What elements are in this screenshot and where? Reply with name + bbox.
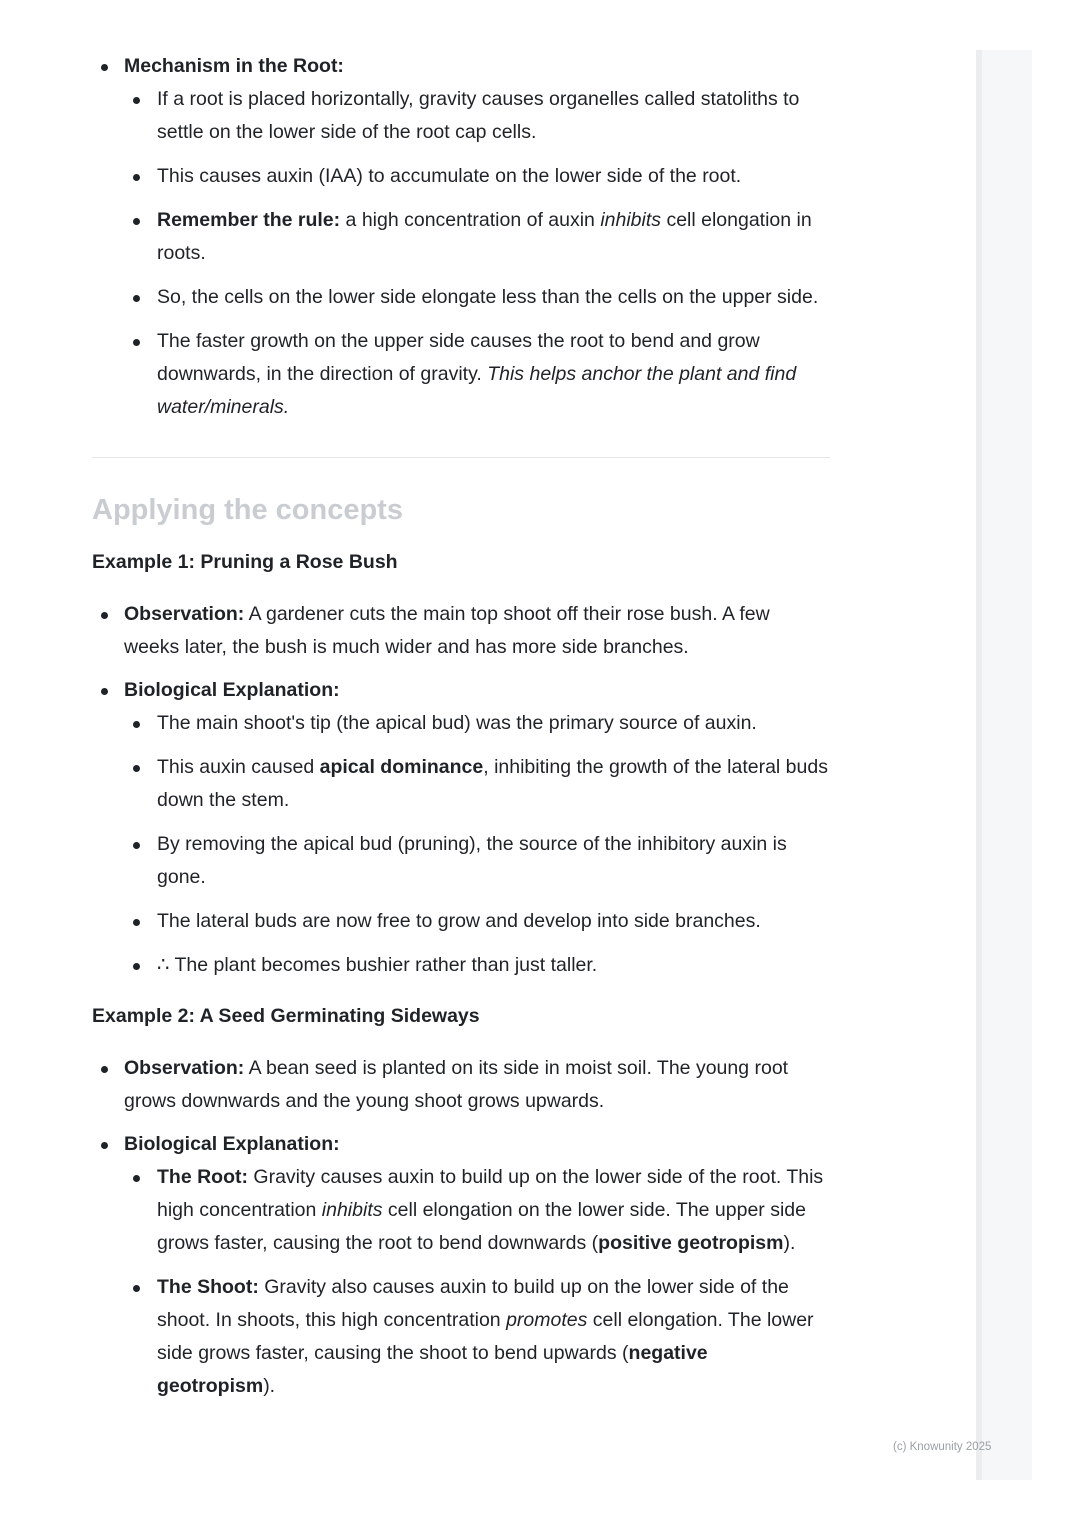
list-item: The lateral buds are now free to grow and develop into side branches. <box>124 905 830 938</box>
list-item: So, the cells on the lower side elongate less than the cells on the upper side. <box>124 281 830 314</box>
mechanism-sublist <box>124 83 830 424</box>
list-item: The Root: Gravity causes auxin to build up on the lower side of the root. This high concentration inhibits cell elongation on the lower side. The upper side grows faster, causing the root to bend downwards (positive geotropism). <box>124 1161 830 1260</box>
explanation-item: Biological Explanation: The main shoot's tip (the apical bud) was the primary source of auxin. This auxin caused apical dominance, inhibiting the growth of the lateral buds down the stem. By removing the apical bud (pruning), the source of the inhibitory auxin is gone. The lateral buds are now free to grow and develop into side branches. ∴ The plant becomes bushier rather than just taller. <box>92 674 830 982</box>
observation-item: Observation: A bean seed is planted on its side in moist soil. The young root grows downwards and the young shoot grows upwards. <box>92 1052 830 1118</box>
right-margin-panel <box>976 50 1032 1480</box>
list-item: The faster growth on the upper side causes the root to bend and grow downwards, in the direction of gravity. This helps anchor the plant and find water/minerals. <box>124 325 830 424</box>
explanation-sublist <box>124 1161 830 1403</box>
copyright-footer: (c) Knowunity 2025 <box>893 1441 992 1453</box>
list-item: The Shoot: Gravity also causes auxin to build up on the lower side of the shoot. In shoots, this high concentration promotes cell elongation. The lower side grows faster, causing the shoot to bend upwards (negative geotropism). <box>124 1271 830 1403</box>
mechanism-list <box>92 50 830 424</box>
example-1-list <box>92 598 830 982</box>
list-item: Remember the rule: a high concentration of auxin inhibits cell elongation in roots. <box>124 204 830 270</box>
document-body <box>92 50 830 1403</box>
right-margin-rule <box>976 50 982 1480</box>
explanation-sublist <box>124 707 830 982</box>
list-item: This auxin caused apical dominance, inhibiting the growth of the lateral buds down the stem. <box>124 751 830 817</box>
list-item: If a root is placed horizontally, gravity causes organelles called statoliths to settle on the lower side of the root cap cells. <box>124 83 830 149</box>
mechanism-heading: Mechanism in the Root: <box>124 55 344 77</box>
list-item: The main shoot's tip (the apical bud) was the primary source of auxin. <box>124 707 830 740</box>
list-item: This causes auxin (IAA) to accumulate on the lower side of the root. <box>124 160 830 193</box>
example-1-title: Example 1: Pruning a Rose Bush <box>92 551 398 573</box>
example-2-list <box>92 1052 830 1403</box>
example-2-title: Example 2: A Seed Germinating Sideways <box>92 1005 480 1027</box>
observation-item: Observation: A gardener cuts the main top shoot off their rose bush. A few weeks later, the bush is much wider and has more side branches. <box>92 598 830 664</box>
mechanism-item <box>92 50 830 424</box>
section-divider <box>92 457 830 458</box>
explanation-item: Biological Explanation: The Root: Gravity causes auxin to build up on the lower side of the root. This high concentration inhibits cell elongation on the lower side. The upper side grows faster, causing the root to bend downwards (positive geotropism). The Shoot: Gravity also causes auxin to build up on the lower side of the shoot. In shoots, this high concentration promotes cell elongation. The lower side grows faster, causing the shoot to bend upwards (negative geotropism). <box>92 1128 830 1403</box>
section-title: Applying the concepts <box>92 494 403 526</box>
list-item: ∴ The plant becomes bushier rather than just taller. <box>124 949 830 982</box>
list-item: By removing the apical bud (pruning), the source of the inhibitory auxin is gone. <box>124 828 830 894</box>
